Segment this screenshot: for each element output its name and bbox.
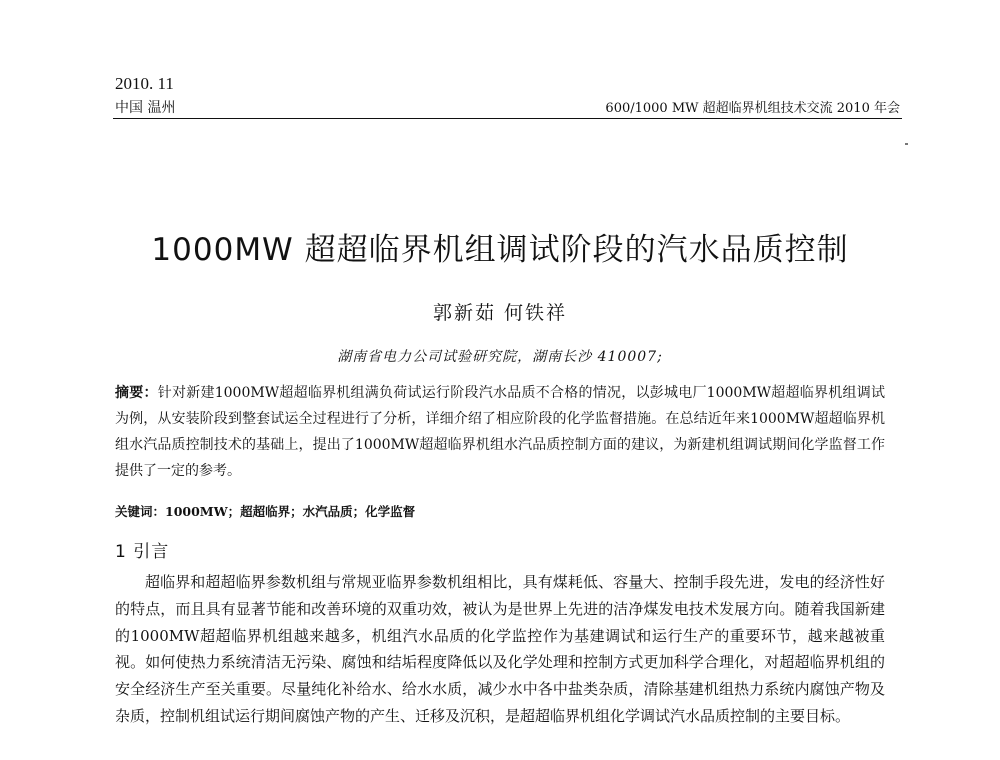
header-conference: 600/1000 MW 超超临界机组技术交流 2010 年会 [605,101,900,116]
scan-mark [905,143,908,145]
header-date: 2010. 11 [115,74,174,93]
paper-authors: 郭新茹 何铁祥 [432,302,568,324]
paper-title: 1000MW 超超临界机组调试阶段的汽水品质控制 [151,232,849,268]
paper-affiliation: 湖南省电力公司试验研究院，湖南长沙 410007; [337,349,663,365]
header-place: 中国 温州 [115,100,176,116]
abstract-text: 针对新建1000MW超超临界机组满负荷试运行阶段汽水品质不合格的情况，以彭城电厂1000MW超超临界机组调试为例，从安装阶段到整套试运全过程进行了分析，详细介绍了相应阶段的化学监督措施。在总结近年来1000MW超超临界机组水汽品质控制技术的基础上，提出了1000MW超超临界机组水汽品质控制方面的建议，为新建机组调试期间化学监督工作提供了一定的参考。 [115,385,885,479]
keywords: 关键词：1000MW；超超临界；水汽品质；化学监督 [115,504,416,519]
body-paragraph: 超临界和超超临界参数机组与常规亚临界参数机组相比，具有煤耗低、容量大、控制手段先进，发电的经济性好的特点，而且具有显著节能和改善环境的双重功效，被认为是世界上先进的洁净煤发电技术发展方向。随着我国新建的1000MW超超临界机组越来越多，机组汽水品质的化学监控作为基建调试和运行生产的重要环节，越来越被重视。如何使热力系统清洁无污染、腐蚀和结垢程度降低以及化学处理和控制方式更加科学合理化，对超超临界机组的安全经济生产至关重要。尽量纯化补给水、给水水质，减少水中各中盐类杂质，清除基建机组热力系统内腐蚀产物及杂质，控制机组试运行期间腐蚀产物的产生、迁移及沉积，是超超临界机组化学调试汽水品质控制的主要目标。 [115,573,885,725]
header-rule [113,118,902,119]
abstract-label: 摘要： [115,385,158,401]
abstract [115,380,885,484]
section-heading: 1 引言 [115,542,170,562]
